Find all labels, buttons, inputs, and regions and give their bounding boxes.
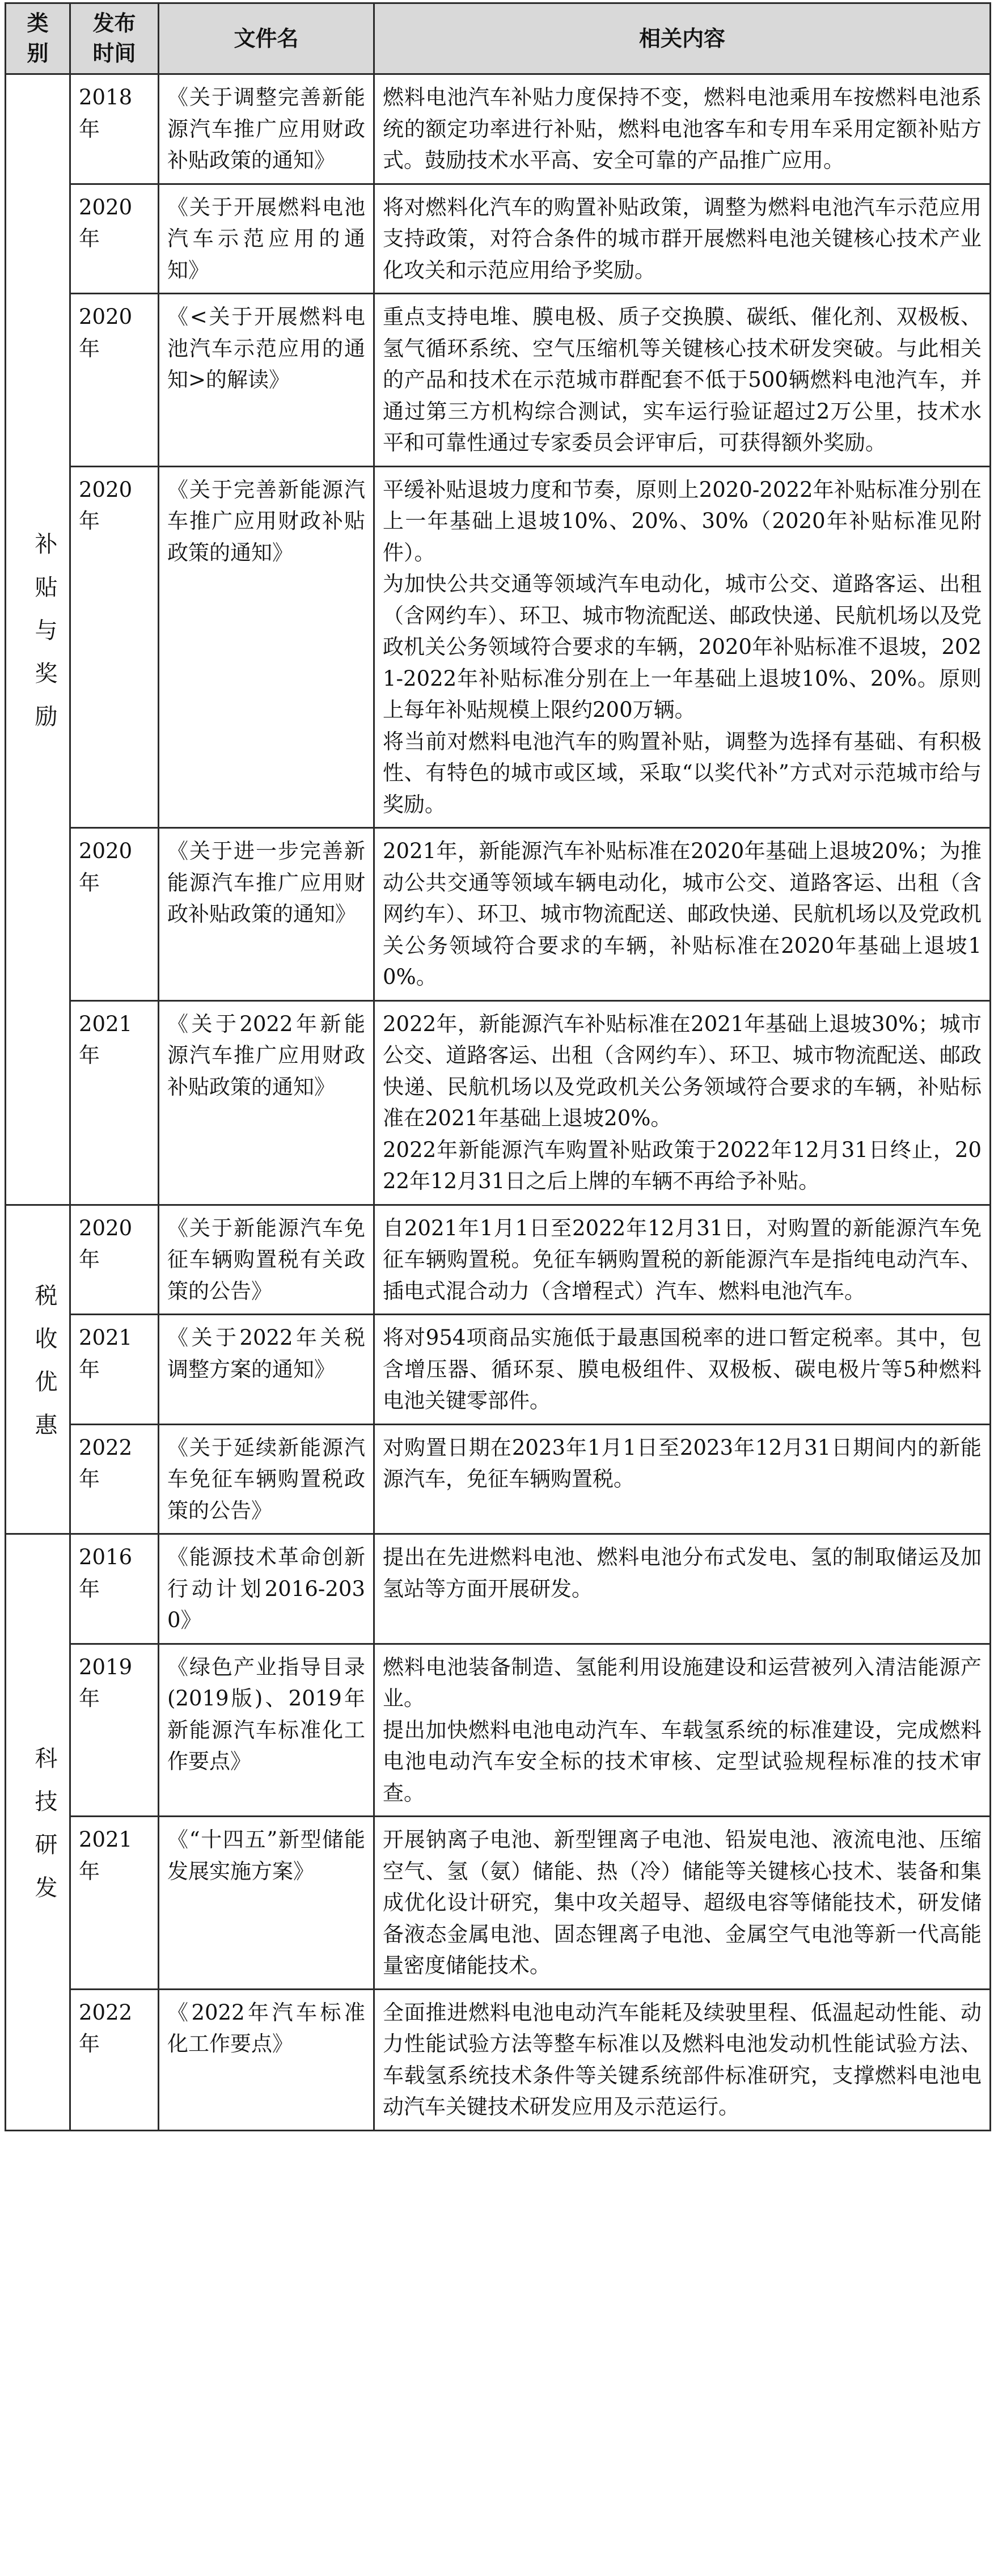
content-paragraph: 2022年新能源汽车购置补贴政策于2022年12月31日终止，2022年12月31日之后上牌的车辆不再给予补贴。 xyxy=(383,1137,982,1194)
content-cell xyxy=(374,1424,991,1534)
document-name-cell: 《“十四五”新型储能发展实施方案》 xyxy=(159,1817,374,1990)
year-cell: 2022年 xyxy=(70,1989,159,2130)
content-paragraph: 燃料电池装备制造、氢能利用设施建设和运营被列入清洁能源产业。 xyxy=(383,1654,982,1711)
header-category xyxy=(6,3,70,74)
document-name-cell: 《关于2022年关税调整方案的通知》 xyxy=(159,1315,374,1425)
table-row xyxy=(6,294,991,467)
year-cell: 2020年 xyxy=(70,466,159,828)
content-paragraph: 重点支持电堆、膜电极、质子交换膜、碳纸、催化剂、双极板、氢气循环系统、空气压缩机等关键核心技术研发突破。与此相关的产品和技术在示范城市群配套不低于500辆燃料电池汽车，并通过第三方机构综合测试，实车运行验证超过2万公里，技术水平和可靠性通过专家委员会评审后，可获得额外奖励。 xyxy=(383,305,982,455)
document-name-cell: 《关于延续新能源汽车免征车辆购置税政策的公告》 xyxy=(159,1424,374,1534)
content-cell xyxy=(374,466,991,828)
content-cell xyxy=(374,74,991,184)
document-name-cell: 《绿色产业指导目录(2019版)、2019年新能源汽车标准化工作要点》 xyxy=(159,1644,374,1817)
content-paragraph: 提出在先进燃料电池、燃料电池分布式发电、氢的制取储运及加氢站等方面开展研发。 xyxy=(383,1545,982,1601)
year-cell: 2018年 xyxy=(70,74,159,184)
document-name-cell: 《2022年汽车标准化工作要点》 xyxy=(159,1989,374,2130)
category-label: 补贴与奖励 xyxy=(31,531,57,748)
table-row xyxy=(6,1534,991,1644)
table-row xyxy=(6,1000,991,1205)
category-label: 科技研发 xyxy=(31,1746,57,1919)
document-name-cell: 《<关于开展燃料电池汽车示范应用的通知>的解读》 xyxy=(159,294,374,467)
year-cell: 2020年 xyxy=(70,828,159,1001)
content-paragraph: 自2021年1月1日至2022年12月31日，对购置的新能源汽车免征车辆购置税。免征车辆购置税的新能源汽车是指纯电动汽车、插电式混合动力（含增程式）汽车、燃料电池汽车。 xyxy=(383,1215,982,1303)
year-cell: 2020年 xyxy=(70,294,159,467)
content-paragraph: 全面推进燃料电池电动汽车能耗及续驶里程、低温起动性能、动力性能试验方法等整车标准以及燃料电池发动机性能试验方法、车载氢系统技术条件等关键系统部件标准研究，支撑燃料电池电动汽车关键技术研发应用及示范运行。 xyxy=(383,2000,982,2119)
content-cell xyxy=(374,1817,991,1990)
year-cell: 2016年 xyxy=(70,1534,159,1644)
content-paragraph: 将当前对燃料电池汽车的购置补贴，调整为选择有基础、有积极性、有特色的城市或区域，采取“以奖代补”方式对示范城市给与奖励。 xyxy=(383,729,982,817)
table-row xyxy=(6,1817,991,1990)
table-row xyxy=(6,1989,991,2130)
content-paragraph: 提出加快燃料电池电动汽车、车载氢系统的标准建设，完成燃料电池电动汽车安全标的技术审核、定型试验规程标准的技术审查。 xyxy=(383,1717,982,1805)
content-cell xyxy=(374,828,991,1001)
document-name-cell: 《能源技术革命创新行动计划2016-2030》 xyxy=(159,1534,374,1644)
content-cell xyxy=(374,1315,991,1425)
content-cell xyxy=(374,184,991,294)
document-name-cell: 《关于调整完善新能源汽车推广应用财政补贴政策的通知》 xyxy=(159,74,374,184)
category-cell xyxy=(6,1205,70,1534)
content-cell xyxy=(374,1989,991,2130)
content-paragraph: 开展钠离子电池、新型锂离子电池、铅炭电池、液流电池、压缩空气、氢（氨）储能、热（冷）储能等关键核心技术、装备和集成优化设计研究，集中攻关超导、超级电容等储能技术，研发储备液态金属电池、固态锂离子电池、金属空气电池等新一代高能量密度储能技术。 xyxy=(383,1827,982,1978)
header-year-line-2: 时间 xyxy=(92,41,136,66)
table-row xyxy=(6,184,991,294)
table-row xyxy=(6,1205,991,1315)
document-name-cell: 《关于进一步完善新能源汽车推广应用财政补贴政策的通知》 xyxy=(159,828,374,1001)
content-cell xyxy=(374,294,991,467)
content-paragraph: 燃料电池汽车补贴力度保持不变，燃料电池乘用车按燃料电池系统的额定功率进行补贴，燃料电池客车和专用车采用定额补贴方式。鼓励技术水平高、安全可靠的产品推广应用。 xyxy=(383,85,982,173)
policy-table xyxy=(5,2,991,2131)
table-row xyxy=(6,466,991,828)
header-category-line-2: 别 xyxy=(27,41,49,66)
header-category-line-1: 类 xyxy=(27,11,49,36)
header-year-line-1: 发布 xyxy=(92,11,136,36)
table-row xyxy=(6,1315,991,1425)
year-cell: 2021年 xyxy=(70,1000,159,1205)
year-cell: 2021年 xyxy=(70,1315,159,1425)
table-row xyxy=(6,1424,991,1534)
category-cell xyxy=(6,1534,70,2131)
year-cell: 2021年 xyxy=(70,1817,159,1990)
year-cell: 2022年 xyxy=(70,1424,159,1534)
content-paragraph: 2022年，新能源汽车补贴标准在2021年基础上退坡30%；城市公交、道路客运、出租（含网约车）、环卫、城市物流配送、邮政快递、民航机场以及党政机关公务领域符合要求的车辆，补贴标准在2021年基础上退坡20%。 xyxy=(383,1011,982,1131)
document-name-cell: 《关于完善新能源汽车推广应用财政补贴政策的通知》 xyxy=(159,466,374,828)
table-row xyxy=(6,828,991,1001)
table-body xyxy=(6,74,991,2131)
table-header xyxy=(6,3,991,74)
content-paragraph: 将对954项商品实施低于最惠国税率的进口暂定税率。其中，包含增压器、循环泵、膜电极组件、双极板、碳电极片等5种燃料电池关键零部件。 xyxy=(383,1325,982,1413)
content-cell xyxy=(374,1000,991,1205)
category-cell xyxy=(6,74,70,1205)
year-cell: 2020年 xyxy=(70,184,159,294)
content-cell xyxy=(374,1644,991,1817)
content-paragraph: 平缓补贴退坡力度和节奏，原则上2020-2022年补贴标准分别在上一年基础上退坡10%、20%、30%（2020年补贴标准见附件）。 xyxy=(383,477,982,565)
document-name-cell: 《关于开展燃料电池汽车示范应用的通知》 xyxy=(159,184,374,294)
content-paragraph: 将对燃料化汽车的购置补贴政策，调整为燃料电池汽车示范应用支持政策，对符合条件的城市群开展燃料电池关键核心技术产业化攻关和示范应用给予奖励。 xyxy=(383,195,982,282)
table-row xyxy=(6,74,991,184)
category-label: 税收优惠 xyxy=(31,1283,57,1456)
content-paragraph: 对购置日期在2023年1月1日至2023年12月31日期间内的新能源汽车，免征车辆购置税。 xyxy=(383,1435,982,1492)
header-document: 文件名 xyxy=(159,3,374,74)
header-content: 相关内容 xyxy=(374,3,991,74)
year-cell: 2020年 xyxy=(70,1205,159,1315)
content-paragraph: 2021年，新能源汽车补贴标准在2020年基础上退坡20%；为推动公共交通等领域车辆电动化，城市公交、道路客运、出租（含网约车）、环卫、城市物流配送、邮政快递、民航机场以及党政机关公务领域符合要求的车辆，补贴标准在2020年基础上退坡10%。 xyxy=(383,839,982,990)
header-year xyxy=(70,3,159,74)
year-cell: 2019年 xyxy=(70,1644,159,1817)
table-row xyxy=(6,1644,991,1817)
content-cell xyxy=(374,1534,991,1644)
content-paragraph: 为加快公共交通等领域汽车电动化，城市公交、道路客运、出租（含网约车）、环卫、城市物流配送、邮政快递、民航机场以及党政机关公务领域符合要求的车辆，2020年补贴标准不退坡，2021-2022年补贴标准分别在上一年基础上退坡10%、20%。原则上每年补贴规模上限约200万辆。 xyxy=(383,572,982,723)
document-name-cell: 《关于2022年新能源汽车推广应用财政补贴政策的通知》 xyxy=(159,1000,374,1205)
content-cell xyxy=(374,1205,991,1315)
document-name-cell: 《关于新能源汽车免征车辆购置税有关政策的公告》 xyxy=(159,1205,374,1315)
